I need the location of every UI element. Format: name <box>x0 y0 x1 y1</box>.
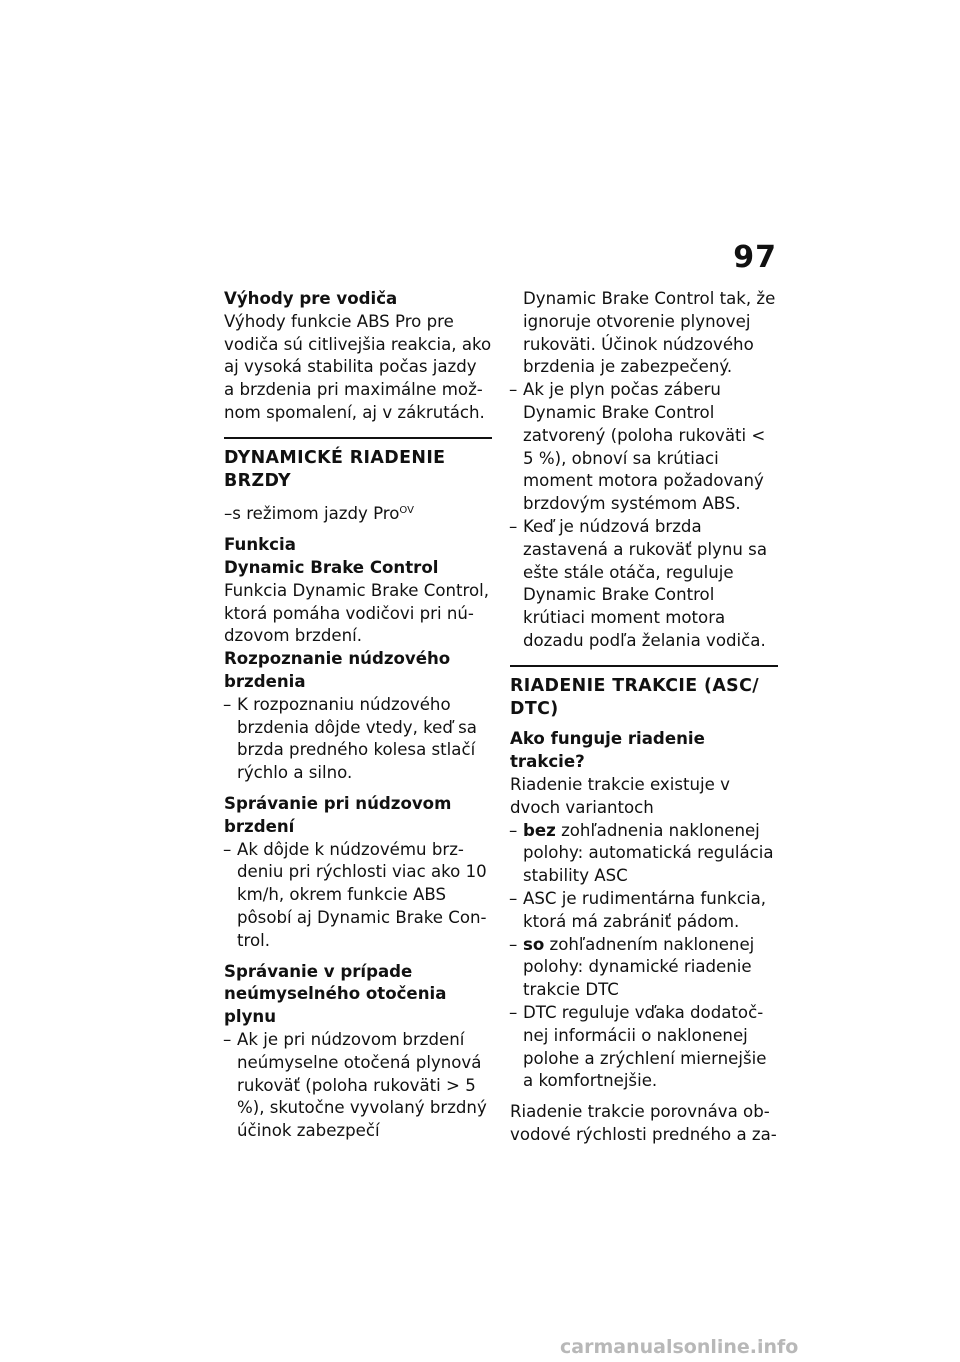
list-item <box>510 516 778 653</box>
list-dash: – <box>223 1029 232 1049</box>
compare-text: Riadenie trakcie porovnáva obvodové rýchlosti predného a za- <box>510 1102 777 1144</box>
list-item-text: DTC reguluje vďaka dodatočnej informácii o naklonenej polohe a zrýchlení miernejšie a komfortnejšie. <box>523 1002 767 1091</box>
list-item <box>510 1002 778 1093</box>
list-item <box>224 1029 492 1143</box>
function-heading: Funkcia <box>224 535 296 555</box>
traction-section <box>510 665 778 721</box>
list-item <box>510 820 778 888</box>
list-item <box>224 694 492 785</box>
watermark: carmanualsonline.info <box>560 1336 799 1358</box>
list-item <box>510 888 778 934</box>
dbc-section <box>224 437 492 526</box>
list-dash: – <box>509 1002 518 1022</box>
detection-heading: Rozpoznanie núdzového brzdenia <box>224 649 451 691</box>
list-item-text: Keď je núdzová brzda zastavená a rukoväť plynu sa ešte stále otáča, reguluje Dynamic Brake Control krútiaci moment motora dozadu podľa želania vodiča. <box>523 516 767 650</box>
dbc-mode-sup: OV <box>399 505 414 517</box>
list-item-text: ASC je rudimentárna funkcia, ktorá má zabrániť pádom. <box>523 888 767 931</box>
how-heading: Ako funguje riadenie trakcie? <box>510 729 705 772</box>
unintended-heading: Správanie v prípade neúmyselného otočenia plynu <box>224 961 447 1027</box>
left-column <box>224 288 492 1143</box>
dbc-mode-text: s režimom jazdy Pro <box>232 504 400 524</box>
list-dash: – <box>223 839 232 859</box>
list-item-text: Ak je plyn počas záberu Dynamic Brake Control zatvorený (poloha rukoväti < 5 %), obnoví sa krútiaci moment motora požadovaný brzdovým systémom ABS. <box>523 380 766 514</box>
right-column <box>510 288 778 1147</box>
list-item <box>510 934 778 1002</box>
traction-title: RIADENIE TRAKCIE (ASC/ DTC) <box>510 675 760 719</box>
dbc-title: DYNAMICKÉ RIADENIE BRZDY <box>224 447 446 491</box>
list-dash: – <box>509 934 518 954</box>
list-dash: – <box>509 820 518 840</box>
list-item-text: K rozpoznaniu núdzového brzdenia dôjde vtedy, keď sa brzda predného kolesa stlačí rýchlo a silno. <box>237 694 477 783</box>
list-item-text: Ak dôjde k núdzovému brzdeniu pri rýchlosti viac ako 10 km/h, okrem funkcie ABS pôsobí aj Dynamic Brake Control. <box>237 839 487 950</box>
list-dash: – <box>509 516 518 536</box>
how-text: Riadenie trakcie existuje v dvoch variantoch <box>510 774 730 817</box>
list-dash: – <box>223 694 232 714</box>
page-number: 97 <box>733 240 777 275</box>
list-item-bold: bez <box>523 820 556 840</box>
list-item-text: zohľadnenia naklonenej polohy: automatická regulácia stability ASC <box>523 820 774 886</box>
list-item <box>224 839 492 953</box>
function-subheading: Dynamic Brake Control <box>224 557 439 577</box>
continuation-text: Dynamic Brake Control tak, že ignoruje otvorenie plynovej rukoväti. Účinok núdzového brzdenia je zabezpečený. <box>523 289 776 377</box>
dbc-mode-dash: – <box>224 504 233 524</box>
list-dash: – <box>509 888 518 908</box>
list-item-text: zohľadnením naklonenej polohy: dynamické riadenie trakcie DTC <box>523 934 755 1000</box>
behavior-heading: Správanie pri núdzovom brzdení <box>224 793 452 836</box>
list-item-bold: so <box>523 934 545 954</box>
list-item <box>510 379 778 516</box>
function-text: Funkcia Dynamic Brake Control, ktorá pomáha vodičovi pri núdzovom brzdení. <box>224 580 490 646</box>
list-item-text: Ak je pri núdzovom brzdení neúmyselne otočená plynová rukoväť (poloha rukoväti > 5 %), skutočne vyvolaný brzdný účinok zabezpečí <box>237 1029 487 1141</box>
list-dash: – <box>509 380 518 400</box>
dbc-mode <box>224 500 492 526</box>
benefits-text: Výhody funkcie ABS Pro pre vodiča sú citlivejšia reakcia, ako aj vysoká stabilita počas jazdy a brzdenia pri maximálne možnom spomalení, aj v zákrutách. <box>224 311 492 422</box>
benefits-heading: Výhody pre vodiča <box>224 289 398 308</box>
